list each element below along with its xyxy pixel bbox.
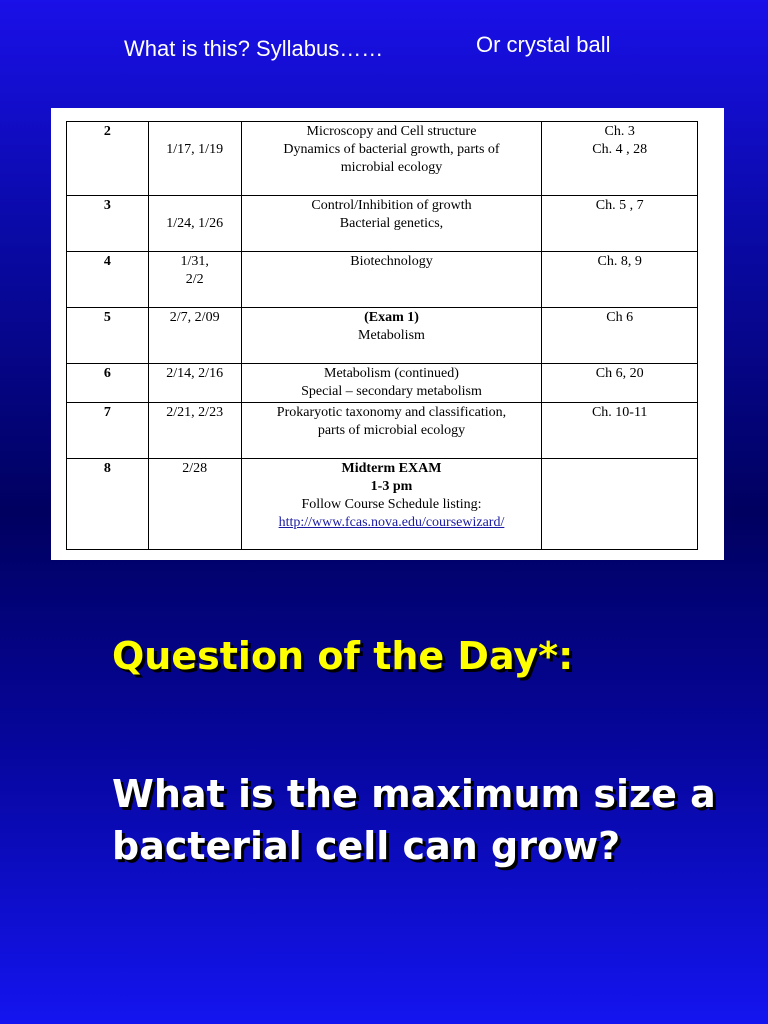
exam-label: (Exam 1) — [364, 310, 419, 325]
topic-line: microbial ecology — [340, 160, 443, 175]
topic-line: Special – secondary metabolism — [301, 384, 482, 399]
chapter-cell: Ch. 10-11 — [542, 403, 698, 459]
week-cell: 7 — [67, 403, 149, 459]
chapter-cell — [542, 459, 698, 550]
dates-cell: 2/14, 2/16 — [148, 364, 241, 403]
chapter-cell: Ch. 5 , 7 — [542, 196, 698, 252]
topic-cell — [241, 403, 542, 459]
dates-cell: 2/21, 2/23 — [148, 403, 241, 459]
question-text: What is the maximum size a bacterial cell can grow? — [112, 772, 716, 868]
table-row — [67, 403, 698, 459]
question-of-the-day-title: Question of the Day*: — [112, 634, 574, 678]
topic-cell — [241, 459, 542, 550]
table-row — [67, 122, 698, 196]
topic-line: Dynamics of bacterial growth, parts of — [283, 142, 500, 157]
topic-line: Metabolism — [358, 328, 425, 343]
dates-cell: 2/28 — [148, 459, 241, 550]
dates-line: 2/2 — [185, 272, 204, 287]
table-row — [67, 308, 698, 364]
syllabus-table — [66, 121, 698, 550]
topic-cell: Biotechnology — [241, 252, 542, 308]
syllabus-image — [51, 108, 724, 560]
table-row — [67, 459, 698, 550]
topic-line: Prokaryotic taxonomy and classification, — [276, 405, 507, 420]
chapter-cell: Ch. 8, 9 — [542, 252, 698, 308]
chapter-cell — [542, 122, 698, 196]
dates-cell — [148, 252, 241, 308]
topic-line: Microscopy and Cell structure — [306, 124, 477, 139]
topic-cell — [241, 122, 542, 196]
topic-cell — [241, 196, 542, 252]
table-row — [67, 196, 698, 252]
topic-cell — [241, 308, 542, 364]
midterm-label: Midterm EXAM — [341, 461, 442, 476]
dates-line: 1/31, — [180, 254, 209, 269]
topic-line: Bacterial genetics, — [339, 216, 444, 231]
dates-cell — [148, 196, 241, 252]
week-cell: 3 — [67, 196, 149, 252]
dates-cell — [148, 122, 241, 196]
caption-syllabus: What is this? Syllabus…… — [124, 36, 384, 61]
dates-text: 1/17, 1/19 — [166, 142, 224, 157]
midterm-time: 1-3 pm — [370, 479, 413, 494]
week-cell: 6 — [67, 364, 149, 403]
course-schedule-link[interactable]: http://www.fcas.nova.edu/coursewizard/ — [278, 515, 505, 530]
chapter-line: Ch. 4 , 28 — [592, 142, 648, 157]
table-row — [67, 364, 698, 403]
caption-crystal-ball: Or crystal ball — [476, 32, 611, 57]
dates-cell: 2/7, 2/09 — [148, 308, 241, 364]
topic-line: Metabolism (continued) — [324, 366, 459, 381]
dates-text: 1/24, 1/26 — [166, 216, 224, 231]
topic-line: parts of microbial ecology — [317, 423, 466, 438]
topic-cell — [241, 364, 542, 403]
week-cell: 4 — [67, 252, 149, 308]
chapter-cell: Ch 6 — [542, 308, 698, 364]
topic-line: Follow Course Schedule listing: — [301, 497, 482, 512]
chapter-line: Ch. 3 — [604, 124, 635, 139]
table-row — [67, 252, 698, 308]
topic-line: Control/Inhibition of growth — [311, 198, 472, 213]
week-cell: 5 — [67, 308, 149, 364]
week-cell: 8 — [67, 459, 149, 550]
week-cell: 2 — [67, 122, 149, 196]
chapter-cell: Ch 6, 20 — [542, 364, 698, 403]
